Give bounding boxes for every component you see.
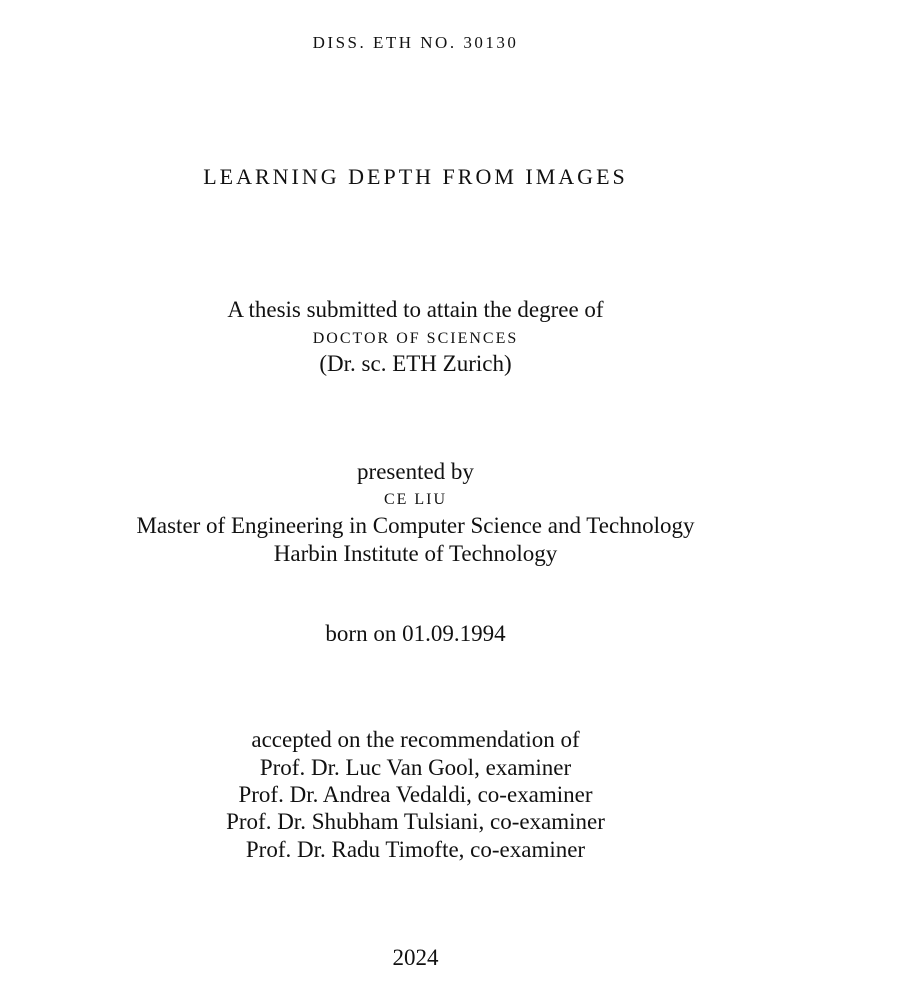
thesis-title: LEARNING DEPTH FROM IMAGES: [203, 164, 628, 189]
committee-member: Prof. Dr. Radu Timofte, co-examiner: [245, 837, 586, 862]
degree-name: DOCTOR OF SCIENCES: [312, 330, 519, 347]
committee-member: Prof. Dr. Shubham Tulsiani, co-examiner: [226, 809, 605, 834]
committee-member: Prof. Dr. Luc Van Gool, examiner: [259, 755, 572, 780]
previous-institution: Harbin Institute of Technology: [273, 541, 558, 566]
committee-member: Prof. Dr. Andrea Vedaldi, co-examiner: [238, 782, 593, 807]
submission-year: 2024: [392, 945, 439, 970]
committee-intro: accepted on the recommendation of: [251, 727, 580, 752]
author-name: CE LIU: [383, 491, 448, 508]
degree-abbreviation: (Dr. sc. ETH Zurich): [319, 351, 512, 376]
previous-degree: Master of Engineering in Computer Science and Technology: [136, 513, 695, 538]
birth-date: born on 01.09.1994: [325, 621, 506, 646]
presented-by-label: presented by: [357, 459, 474, 484]
dissertation-number: DISS. ETH NO. 30130: [312, 33, 519, 52]
degree-intro: A thesis submitted to attain the degree of: [227, 297, 604, 322]
